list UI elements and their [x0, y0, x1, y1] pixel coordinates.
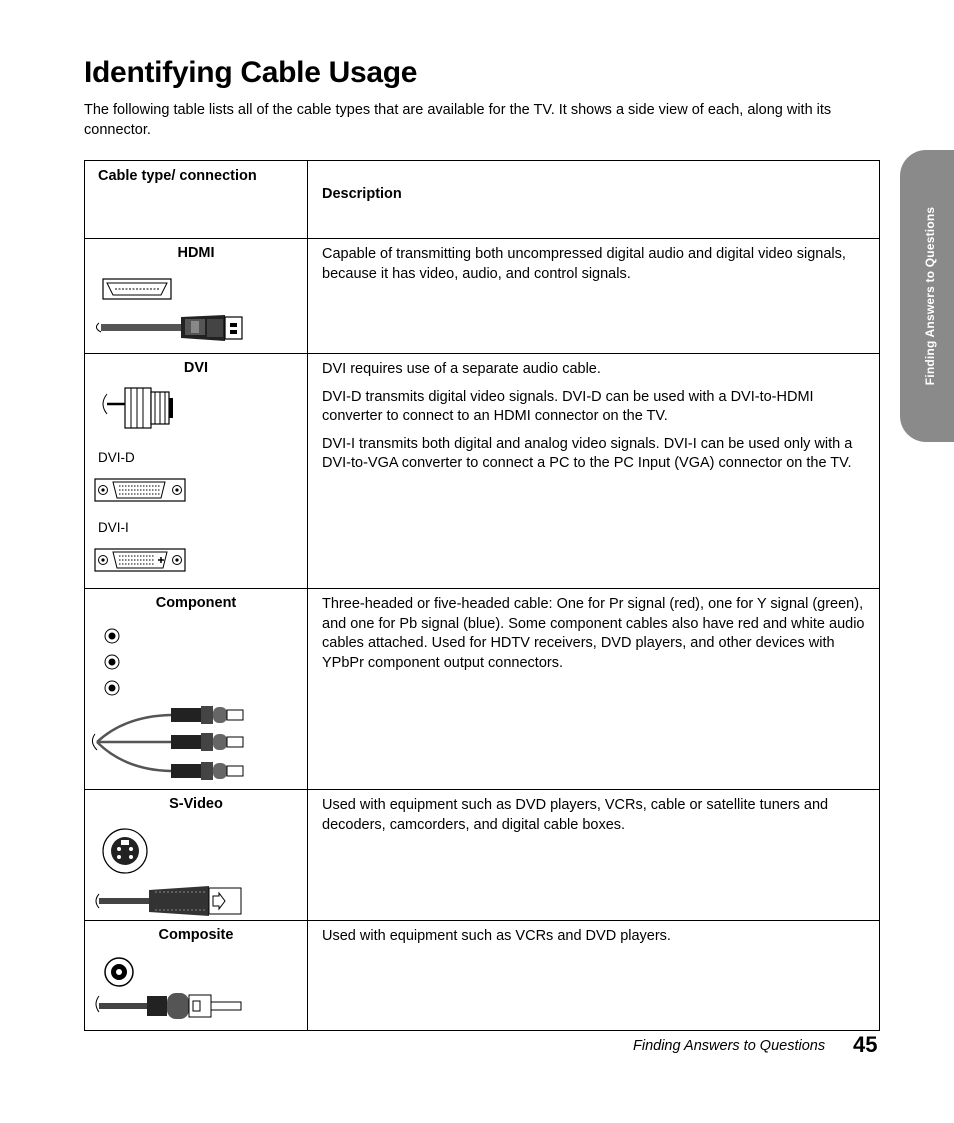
- s-video-cell: [85, 790, 308, 921]
- composite-cable-icon: [85, 946, 284, 1031]
- hdmi-description: [308, 239, 880, 354]
- header-cable-type: Cable type/ connection: [85, 161, 308, 239]
- composite-desc-p1: Used with equipment such as VCRs and DVD players.: [322, 928, 671, 944]
- component-jack-icons: [105, 629, 119, 695]
- page-number: 45: [853, 1032, 878, 1057]
- dvi-cell: [85, 354, 308, 589]
- s-video-description: [308, 790, 880, 921]
- table-row-composite: [85, 921, 880, 1031]
- table-row-hdmi: [85, 239, 880, 354]
- dvi-label: DVI: [183, 360, 209, 376]
- composite-label: Composite: [158, 927, 234, 943]
- header-description: Description: [308, 161, 880, 239]
- dvi-d-label: DVI-D: [98, 450, 135, 465]
- footer-section-title: Finding Answers to Questions: [633, 1038, 826, 1054]
- composite-description: [308, 921, 880, 1031]
- composite-cell: [85, 921, 308, 1031]
- dvi-i-connector-icon: [85, 546, 284, 576]
- side-tab-label: Finding Answers to Questions: [923, 206, 937, 386]
- component-label: Component: [155, 595, 237, 611]
- dvi-cable-icon: [85, 384, 284, 444]
- s-video-cable-icon: [85, 816, 284, 921]
- dvi-desc-p2: DVI-D transmits digital video signals. DVI-D can be used with a DVI-to-HDMI converter to connect to an HDMI connector on the TV.: [322, 388, 814, 424]
- component-description: [308, 589, 880, 790]
- side-tab: [900, 150, 954, 442]
- page-title: Identifying Cable Usage: [84, 56, 418, 89]
- hdmi-cell: [85, 239, 308, 354]
- cable-table: [84, 160, 880, 1031]
- dvi-d-connector-icon: [85, 476, 284, 506]
- dvi-description: [308, 354, 880, 589]
- dvi-desc-p3: DVI-I transmits both digital and analog video signals. DVI-I can be used only with a DVI-to-VGA converter to connect a PC to the PC Input (VGA) connector on the TV.: [322, 435, 853, 471]
- table-row-s-video: [85, 790, 880, 921]
- s-video-label: S-Video: [169, 796, 223, 812]
- component-cable-icon: [85, 614, 284, 789]
- intro-paragraph: The following table lists all of the cable types that are available for the TV. It shows a side view of each, along with its connector.: [84, 102, 832, 138]
- s-video-desc-p1: Used with equipment such as DVD players, VCRs, cable or satellite tuners and decoders, camcorders, and digital cable boxes.: [322, 797, 829, 833]
- component-desc-p1: Three-headed or five-headed cable: One for Pr signal (red), one for Y signal (green), and one for Pb signal (blue). Some component cables also have red and white audio cables attached. Used for HDTV receivers, DVD players, and other devices with YPbPr component output connectors.: [322, 596, 865, 671]
- hdmi-desc-p1: Capable of transmitting both uncompressed digital audio and digital video signals, because it has video, audio, and control signals.: [322, 246, 846, 282]
- table-header-row: [85, 161, 880, 239]
- component-cell: [85, 589, 308, 790]
- dvi-desc-p1: DVI requires use of a separate audio cable.: [322, 361, 601, 377]
- table-row-component: [85, 589, 880, 790]
- dvi-i-label: DVI-I: [98, 520, 129, 535]
- table-row-dvi: [85, 354, 880, 589]
- hdmi-connector-icon: [85, 261, 284, 351]
- hdmi-label: HDMI: [177, 245, 215, 261]
